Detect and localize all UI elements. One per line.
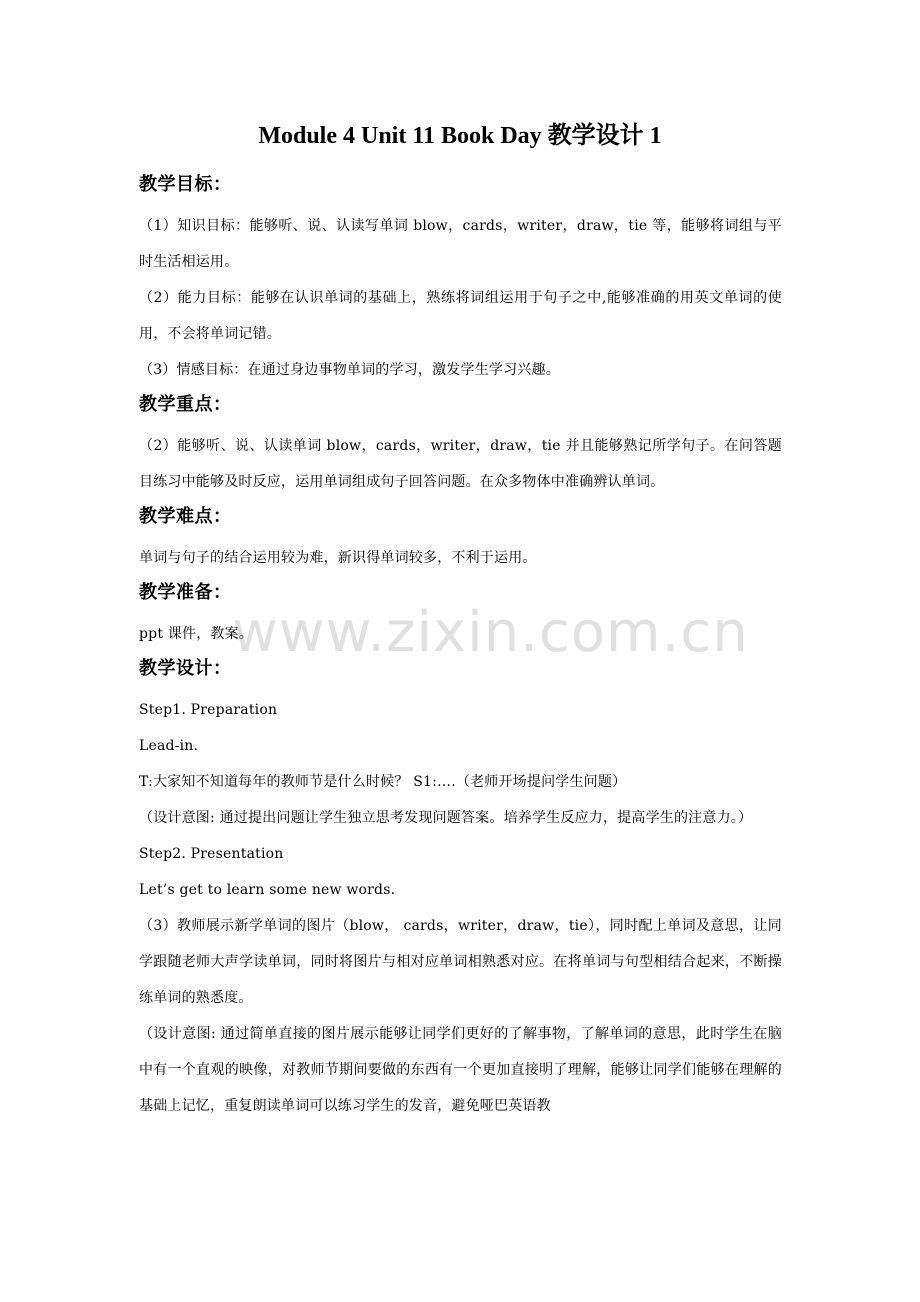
paragraph: （3）教师展示新学单词的图片（blow， cards，writer，draw，tie），同时配上单词及意思，让同学跟随老师大声学读单词，同时将图片与相对应单词相熟悉对应。在将单词与句型相结合起来，不断操练单词的熟悉度。: [139, 918, 782, 1006]
paragraph: Let’s get to learn some new words.: [139, 882, 396, 898]
paragraph: ppt 课件，教案。: [139, 626, 253, 642]
paragraph: （3）情感目标：在通过身边事物单词的学习，激发学生学习兴趣。: [139, 362, 560, 378]
paragraph: Lead-in.: [139, 738, 199, 754]
document-title: Module 4 Unit 11 Book Day 教学设计 1: [258, 123, 662, 149]
paragraph: （2）能力目标：能够在认识单词的基础上，熟练将词组运用于句子之中,能够准确的用英文单词的使用，不会将单词记错。: [139, 290, 782, 342]
section-key-points: [139, 392, 782, 500]
watermark: www.zixin.com.cn: [232, 600, 749, 665]
section-heading: 教学难点：: [139, 506, 232, 527]
paragraph: （1）知识目标：能够听、说、认读写单词 blow，cards，writer，draw，tie 等，能够将词组与平时生活相运用。: [139, 218, 782, 270]
section-heading: 教学设计：: [139, 658, 232, 679]
paragraph: Step1. Preparation: [139, 702, 278, 718]
paragraph: T:大家知不知道每年的教师节是什么时候？ S1:….（老师开场提问学生问题）: [139, 774, 627, 790]
paragraph: 单词与句子的结合运用较为难，新识得单词较多，不利于运用。: [139, 550, 537, 566]
paragraph: （2）能够听、说、认读单词 blow，cards，writer，draw，tie 并且能够熟记所学句子。在问答题目练习中能够及时反应，运用单词组成句子回答问题。在众多物体中准确辨认单词。: [139, 438, 782, 490]
section-heading: 教学准备：: [139, 582, 232, 603]
paragraph: （设计意图: 通过提出问题让学生独立思考发现问题答案。培养学生反应力，提高学生的注意力。）: [139, 810, 753, 826]
section-difficulties: [139, 504, 782, 576]
section-objectives: [139, 172, 782, 388]
section-heading: 教学目标：: [139, 174, 232, 195]
section-heading: 教学重点：: [139, 394, 232, 415]
document-body: [139, 168, 782, 1124]
paragraph: Step2. Presentation: [139, 846, 284, 862]
section-design: [139, 656, 782, 1124]
paragraph: （设计意图: 通过简单直接的图片展示能够让同学们更好的了解事物，了解单词的意思，此时学生在脑中有一个直观的映像，对教师节期间要做的东西有一个更加直接明了理解，能够让同学们能够在理解的基础上记忆，重复朗读单词可以练习学生的发音，避免哑巴英语教: [139, 1026, 782, 1114]
section-preparation: [139, 580, 782, 652]
